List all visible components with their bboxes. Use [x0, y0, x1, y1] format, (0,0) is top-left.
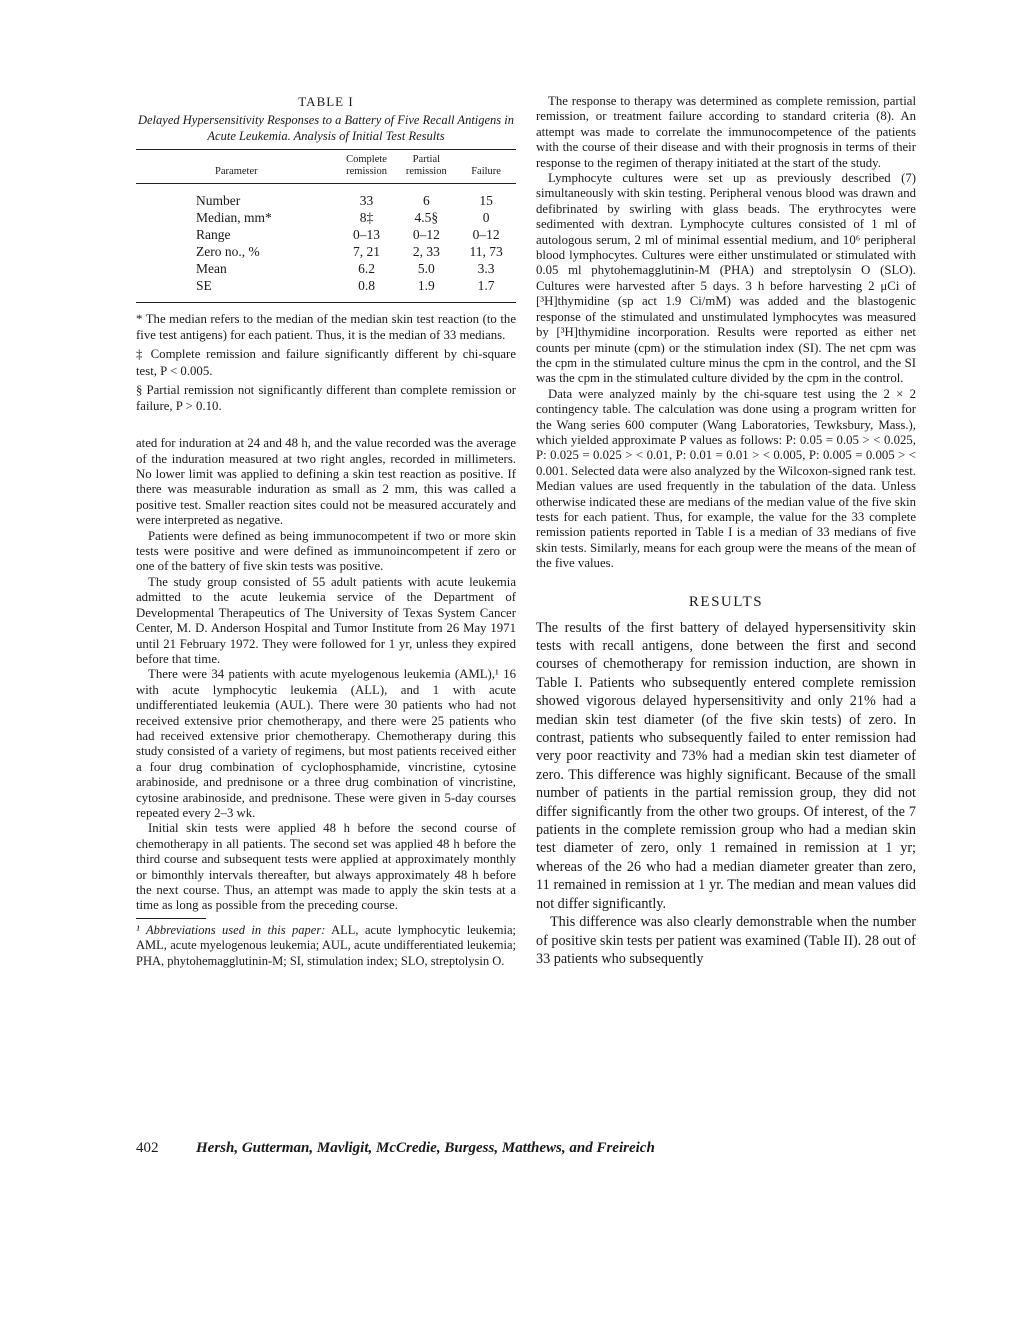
table-header-row	[136, 150, 516, 184]
table-row	[136, 277, 516, 303]
footnote-divider	[136, 918, 206, 919]
table-row	[136, 184, 516, 210]
cell-failure: 0	[482, 210, 490, 225]
cell-complete: 33	[359, 193, 374, 208]
page-number: 402	[136, 1140, 159, 1156]
paragraph: Initial skin tests were applied 48 h before the second course of chemotherapy in all patients. The second set was applied 48 h before the third course and subsequent tests were applied at approximately monthly or bimonthly intervals thereafter, but always approximately 48 h before the next course. Thus, an attempt was made to apply the skin tests at a time as long as possible from the preceding course.	[136, 821, 516, 913]
table-row	[136, 209, 516, 226]
table-note: § Partial remission not significantly different than complete remission or failure, P > 0.10.	[136, 382, 516, 414]
header-complete	[337, 150, 397, 184]
paragraph: The results of the first battery of delayed hypersensitivity skin tests with recall antigens, done between the first and second courses of chemotherapy for remission induction, are shown in Table I. Patients who subsequently entered complete remission showed vigorous delayed hypersensitivity and only 21% had a median skin test diameter (of the five skin tests) of zero. In contrast, patients who subsequently failed to enter remission had very poor reactivity and 73% had a median skin test diameter of zero. This difference was highly significant. Because of the small number of patients in the partial remission group, they did not differ significantly from the other two groups. Of interest, of the 7 patients in the complete remission group who had a median skin test diameter of zero, only 1 remained in remission at 1 yr; whereas of the 26 who had a median diameter greater than zero, 11 remained in remission at 1 yr. The median and mean values did not differ significantly.	[536, 619, 916, 912]
row-param: Median, mm*	[196, 210, 272, 225]
page-footer	[136, 1140, 916, 1157]
cell-complete: 0–13	[353, 227, 381, 242]
cell-complete: 6.2	[358, 261, 375, 276]
left-column	[136, 94, 516, 969]
paragraph: This difference was also clearly demonstrable when the number of positive skin tests per patient was examined (Table II). 28 out of 33 patients who subsequently	[536, 914, 916, 967]
table-row	[136, 243, 516, 260]
row-param: Mean	[196, 261, 227, 276]
row-param: Range	[196, 227, 231, 242]
row-param: Number	[196, 193, 241, 208]
table-row	[136, 226, 516, 243]
cell-failure: 1.7	[477, 278, 495, 293]
table-title: TABLE I	[298, 94, 354, 109]
paragraph: Data were analyzed mainly by the chi-square test using the 2 × 2 contingency table. The calculation was done using a program written for the Wang series 600 computer (Wang Laboratories, Tewksbury, Mass.), which yielded approximate P values as follows: P: 0.05 = 0.05 > < 0.025, P: 0.025 = 0.025 > < 0.01, P: 0.01 = 0.01 > < 0.005, P: 0.005 = 0.005 > < 0.001. Selected data were also analyzed by the Wilcoxon-signed rank test. Median values are used frequently in the tabulation of the data. Unless otherwise indicated these are medians of the median value of the five skin tests for each patient. Thus, for example, the value for the 33 complete remission patients reported in Table I is a median of 33 medians of five skin tests. Similarly, means for each group were the means of the mean of the five values.	[536, 386, 916, 571]
results-section	[536, 619, 916, 969]
right-body-text	[536, 94, 916, 572]
table-notes	[136, 311, 516, 414]
header-partial-line1: Partial	[412, 154, 441, 165]
table-note: * The median refers to the median of the median skin test reaction (to the five test antigens) for each patient. Thus, it is the median of 33 medians.	[136, 312, 516, 343]
cell-failure: 0–12	[472, 227, 500, 242]
cell-partial: 0–12	[412, 227, 440, 242]
cell-partial: 6	[422, 193, 430, 208]
cell-partial: 5.0	[417, 261, 435, 276]
cell-partial: 4.5§	[414, 210, 439, 225]
table-note: ‡ Complete remission and failure significantly different by chi-square test, P < 0.005.	[136, 347, 516, 378]
row-param: SE	[196, 278, 212, 293]
row-param: Zero no., %	[196, 244, 260, 259]
header-complete-line1: Complete	[346, 154, 387, 165]
cell-partial: 2, 33	[412, 244, 440, 259]
paragraph: Patients were defined as being immunocompetent if two or more skin tests were positive and were defined as immunoincompetent if zero or one of the battery of five skin tests was positive.	[136, 528, 516, 574]
header-parameter: Parameter	[215, 166, 258, 177]
paragraph: There were 34 patients with acute myelogenous leukemia (AML),¹ 16 with acute lymphocytic leukemia (ALL), and 1 with acute undifferentiated leukemia (AUL). There were 30 patients who had not received extensive prior chemotherapy, and there were 25 patients who had received extensive prior chemotherapy. Chemotherapy during this study consisted of a variety of regimens, but most patients received either a four drug combination of cyclophosphamide, vincristine, cytosine arabinoside, and prednisone or a three drug combination of vincristine, cytosine arabinoside, and prednisone. These were given in 5-day courses repeated every 2–3 wk.	[136, 667, 516, 820]
table-row	[136, 260, 516, 277]
right-column	[536, 94, 916, 968]
cell-partial: 1.9	[417, 278, 435, 293]
footnote	[136, 923, 516, 970]
header-partial	[396, 150, 456, 184]
section-heading-results: RESULTS	[688, 593, 764, 610]
footnote-label: ¹ Abbreviations used in this paper:	[136, 922, 326, 937]
running-authors: Hersh, Gutterman, Mavligit, McCredie, Burgess, Matthews, and Freireich	[196, 1140, 655, 1156]
left-body-text	[136, 436, 516, 914]
header-failure: Failure	[471, 166, 501, 177]
results-table	[136, 149, 516, 303]
paragraph: Lymphocyte cultures were set up as previously described (7) simultaneously with skin testing. Peripheral venous blood was drawn and defibrinated by swirling with glass beads. The erythrocytes were sedimented with dextran. Lymphocyte cultures consisted of 1 ml of autologous serum, 2 ml of minimal essential medium, and 10⁶ peripheral blood lymphocytes. Cultures were either unstimulated or stimulated with 0.05 ml phytohemagglutinin-M (PHA) and streptolysin O (SLO). Cultures were harvested after 5 days. 3 h before harvesting 2 μCi of [³H]thymidine (sp act 1.9 Ci/mM) was added and the blastogenic response of the stimulated and unstimulated lymphocytes was measured by [³H]thymidine incorporation. Results were reported as either net counts per minute (cpm) or the stimulation index (SI). The net cpm was the cpm in the stimulated culture minus the cpm in the control, and the SI was the cpm in the stimulated culture divided by the cpm in the control.	[536, 171, 916, 386]
paragraph: ated for induration at 24 and 48 h, and the value recorded was the average of the induration measured at two right angles, recorded in millimeters. No lower limit was applied to defining a skin test reaction as positive. If there was measurable induration as small as 2 mm, this was called a positive test. Smaller reaction sites could not be measured accurately and were interpreted as negative.	[136, 436, 516, 528]
cell-failure: 11, 73	[469, 244, 503, 259]
cell-failure: 15	[479, 193, 493, 208]
paragraph: The study group consisted of 55 adult patients with acute leukemia admitted to the acute leukemia service of the Department of Developmental Therapeutics of The University of Texas System Cancer Center, M. D. Anderson Hospital and Tumor Institute from 26 May 1971 until 21 February 1972. They were followed for 1 yr, unless they expired before that time.	[136, 574, 516, 666]
cell-complete: 8‡	[359, 210, 374, 225]
cell-complete: 0.8	[358, 278, 375, 293]
header-complete-line2: remission	[346, 166, 387, 177]
cell-complete: 7, 21	[353, 244, 381, 259]
header-partial-line2: remission	[405, 166, 447, 177]
cell-failure: 3.3	[477, 261, 495, 276]
paragraph: The response to therapy was determined as complete remission, partial remission, or treatment failure according to standard criteria (8). An attempt was made to correlate the immunocompetence of the patients with the course of their disease and with their prognosis in terms of their response to the regimen of therapy initiated at the start of the study.	[536, 94, 916, 170]
table-caption: Delayed Hypersensitivity Responses to a Battery of Five Recall Antigens in Acute Leukemia. Analysis of Initial Test Results	[137, 113, 515, 143]
footnote-text: ALL, acute lymphocytic leukemia; AML, acute myelogenous leukemia; AUL, acute undifferentiated leukemia; PHA, phytohemagglutinin-M; SI, stimulation index; SLO, streptolysin O.	[136, 922, 517, 968]
